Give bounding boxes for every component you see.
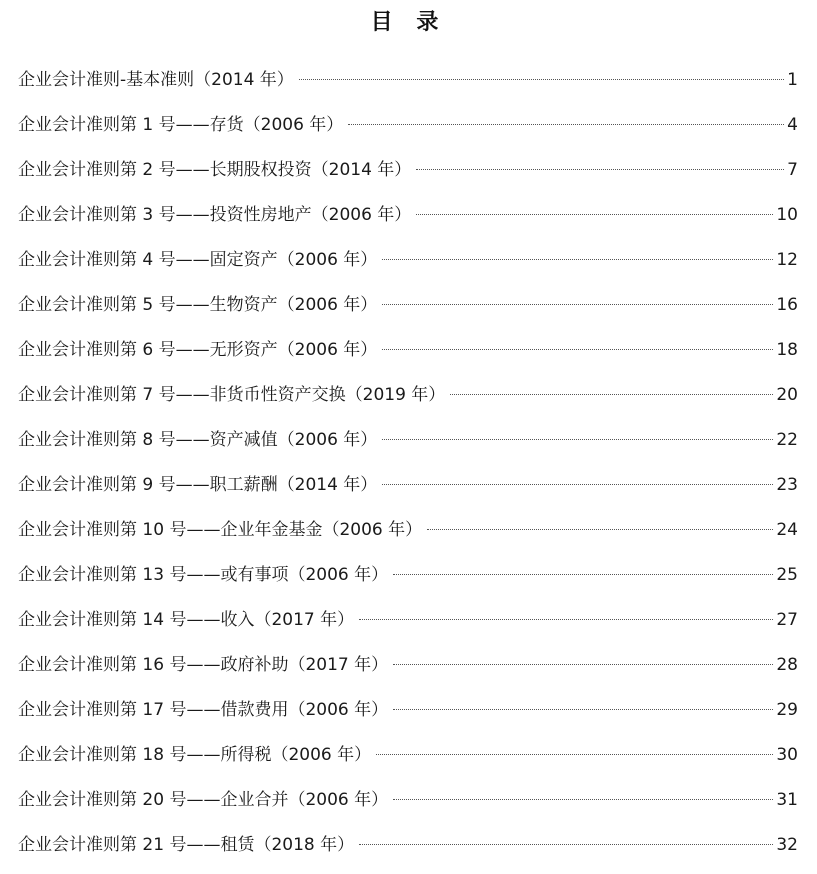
toc-entry-page-number: 30 [776, 745, 798, 765]
toc-entry[interactable] [18, 199, 798, 244]
toc-entry-title: 企业会计准则第 7 号——非货币性资产交换（2019 年） [18, 385, 446, 405]
dot-leader [393, 664, 773, 665]
toc-entry-page-number: 24 [776, 520, 798, 540]
dot-leader [382, 304, 773, 305]
toc-entry-title: 企业会计准则第 20 号——企业合并（2006 年） [18, 790, 389, 810]
toc-entry[interactable] [18, 559, 798, 604]
toc-entry[interactable] [18, 334, 798, 379]
toc-entry-page-number: 31 [776, 790, 798, 810]
toc-entry-page-number: 1 [787, 70, 798, 90]
toc-entry-page-number: 25 [776, 565, 798, 585]
dot-leader [393, 709, 773, 710]
dot-leader [348, 124, 784, 125]
toc-entry-title: 企业会计准则第 14 号——收入（2017 年） [18, 610, 355, 630]
toc-entry-page-number: 7 [787, 160, 798, 180]
toc-entry-title: 企业会计准则第 13 号——或有事项（2006 年） [18, 565, 389, 585]
dot-leader [359, 619, 773, 620]
dot-leader [450, 394, 773, 395]
toc-list [18, 64, 798, 874]
toc-entry[interactable] [18, 244, 798, 289]
toc-entry-title: 企业会计准则第 2 号——长期股权投资（2014 年） [18, 160, 412, 180]
toc-entry-title: 企业会计准则第 3 号——投资性房地产（2006 年） [18, 205, 412, 225]
dot-leader [359, 844, 773, 845]
toc-entry-title: 企业会计准则第 16 号——政府补助（2017 年） [18, 655, 389, 675]
toc-entry-title: 企业会计准则第 4 号——固定资产（2006 年） [18, 250, 378, 270]
toc-entry-title: 企业会计准则第 5 号——生物资产（2006 年） [18, 295, 378, 315]
toc-entry-page-number: 23 [776, 475, 798, 495]
dot-leader [382, 259, 773, 260]
dot-leader [393, 574, 773, 575]
toc-entry[interactable] [18, 694, 798, 739]
toc-entry-page-number: 28 [776, 655, 798, 675]
toc-entry-page-number: 20 [776, 385, 798, 405]
toc-entry[interactable] [18, 424, 798, 469]
toc-entry-page-number: 10 [776, 205, 798, 225]
dot-leader [416, 214, 773, 215]
dot-leader [427, 529, 773, 530]
dot-leader [393, 799, 773, 800]
toc-entry-title: 企业会计准则-基本准则（2014 年） [18, 70, 294, 90]
page-title: 目 录 [370, 10, 447, 35]
toc-entry[interactable] [18, 784, 798, 829]
toc-entry[interactable] [18, 604, 798, 649]
toc-entry[interactable] [18, 379, 798, 424]
toc-entry-page-number: 18 [776, 340, 798, 360]
toc-entry-title: 企业会计准则第 10 号——企业年金基金（2006 年） [18, 520, 423, 540]
toc-entry[interactable] [18, 289, 798, 334]
toc-entry[interactable] [18, 829, 798, 874]
toc-entry-title: 企业会计准则第 18 号——所得税（2006 年） [18, 745, 372, 765]
toc-entry-page-number: 32 [776, 835, 798, 855]
toc-entry[interactable] [18, 469, 798, 514]
dot-leader [299, 79, 784, 80]
toc-entry-title: 企业会计准则第 1 号——存货（2006 年） [18, 115, 344, 135]
dot-leader [382, 484, 773, 485]
toc-entry-page-number: 22 [776, 430, 798, 450]
toc-entry-page-number: 12 [776, 250, 798, 270]
dot-leader [382, 439, 773, 440]
toc-entry[interactable] [18, 649, 798, 694]
toc-entry[interactable] [18, 154, 798, 199]
toc-entry-title: 企业会计准则第 6 号——无形资产（2006 年） [18, 340, 378, 360]
dot-leader [382, 349, 773, 350]
toc-entry-title: 企业会计准则第 9 号——职工薪酬（2014 年） [18, 475, 378, 495]
dot-leader [416, 169, 784, 170]
dot-leader [376, 754, 773, 755]
toc-entry[interactable] [18, 64, 798, 109]
toc-entry-title: 企业会计准则第 17 号——借款费用（2006 年） [18, 700, 389, 720]
toc-entry-title: 企业会计准则第 8 号——资产减值（2006 年） [18, 430, 378, 450]
toc-entry-page-number: 27 [776, 610, 798, 630]
toc-entry-page-number: 4 [787, 115, 798, 135]
toc-entry-page-number: 29 [776, 700, 798, 720]
toc-entry[interactable] [18, 109, 798, 154]
toc-entry-page-number: 16 [776, 295, 798, 315]
toc-entry[interactable] [18, 739, 798, 784]
toc-entry-title: 企业会计准则第 21 号——租赁（2018 年） [18, 835, 355, 855]
toc-entry[interactable] [18, 514, 798, 559]
